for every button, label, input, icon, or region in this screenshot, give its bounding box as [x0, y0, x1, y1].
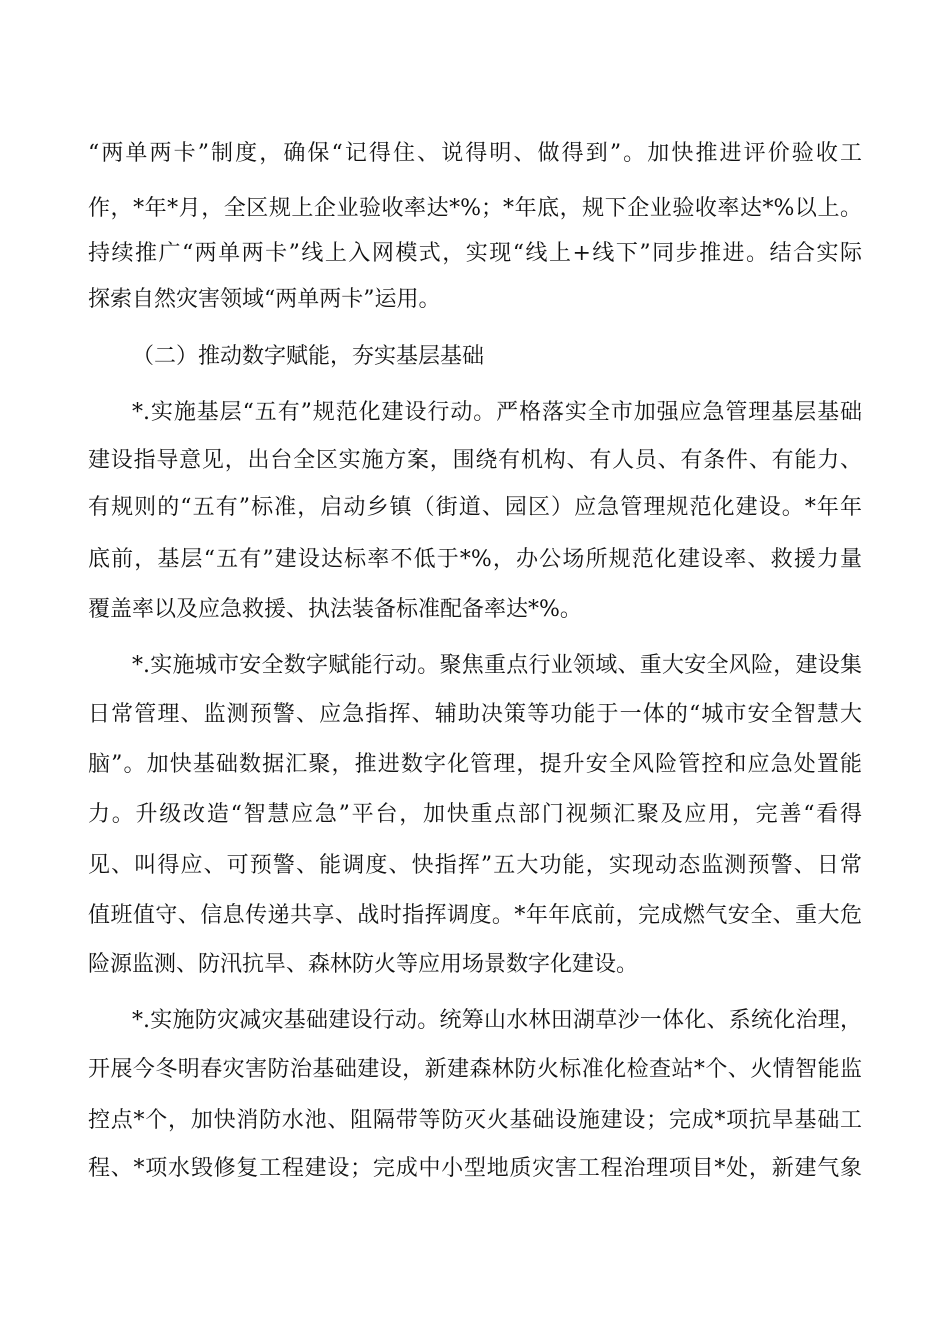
section-heading: （二）推动数字赋能，夯实基层基础 [132, 344, 485, 369]
text-line: 日常管理、监测预警、应急指挥、辅助决策等功能于一体的“城市安全智慧大 [88, 702, 862, 727]
text-line: 力。升级改造“智慧应急”平台，加快重点部门视频汇聚及应用，完善“看得 [88, 802, 862, 827]
text-line: *.实施城市安全数字赋能行动。聚焦重点行业领域、重大安全风险，建设集 [132, 653, 862, 678]
text-line: 覆盖率以及应急救援、执法装备标准配备率达*%。 [88, 597, 582, 622]
text-line: 险源监测、防汛抗旱、森林防火等应用场景数字化建设。 [88, 952, 639, 977]
text-line: *.实施基层“五有”规范化建设行动。严格落实全市加强应急管理基层基础 [132, 400, 862, 425]
text-line: 脑”。加快基础数据汇聚，推进数字化管理，提升安全风险管控和应急处置能 [88, 752, 862, 777]
text-line: 探索自然灾害领域“两单两卡”运用。 [88, 287, 441, 312]
text-line: 作，*年*月，全区规上企业验收率达*%；*年底，规下企业验收率达*%以上。 [88, 196, 862, 221]
text-line: *.实施防灾减灾基础建设行动。统筹山水林田湖草沙一体化、系统化治理， [132, 1008, 862, 1033]
text-line: 控点*个，加快消防水池、阻隔带等防灭火基础设施建设；完成*项抗旱基础工 [88, 1108, 862, 1133]
text-line: 开展今冬明春灾害防治基础建设，新建森林防火标准化检查站*个、火情智能监 [88, 1057, 862, 1082]
text-line: “两单两卡”制度，确保“记得住、说得明、做得到”。加快推进评价验收工 [88, 141, 862, 166]
text-line: 见、叫得应、可预警、能调度、快指挥”五大功能，实现动态监测预警、日常 [88, 853, 862, 878]
text-line: 底前，基层“五有”建设达标率不低于*%，办公场所规范化建设率、救援力量 [88, 547, 862, 572]
text-line: 建设指导意见，出台全区实施方案，围绕有机构、有人员、有条件、有能力、 [88, 448, 862, 473]
text-line: 持续推广“两单两卡”线上入网模式，实现“线上+线下”同步推进。结合实际 [88, 241, 862, 266]
text-line: 程、*项水毁修复工程建设；完成中小型地质灾害工程治理项目*处，新建气象 [88, 1156, 862, 1181]
text-line: 有规则的“五有”标准，启动乡镇（街道、园区）应急管理规范化建设。*年年 [88, 495, 862, 520]
text-line: 值班值守、信息传递共享、战时指挥调度。*年年底前，完成燃气安全、重大危 [88, 903, 862, 928]
